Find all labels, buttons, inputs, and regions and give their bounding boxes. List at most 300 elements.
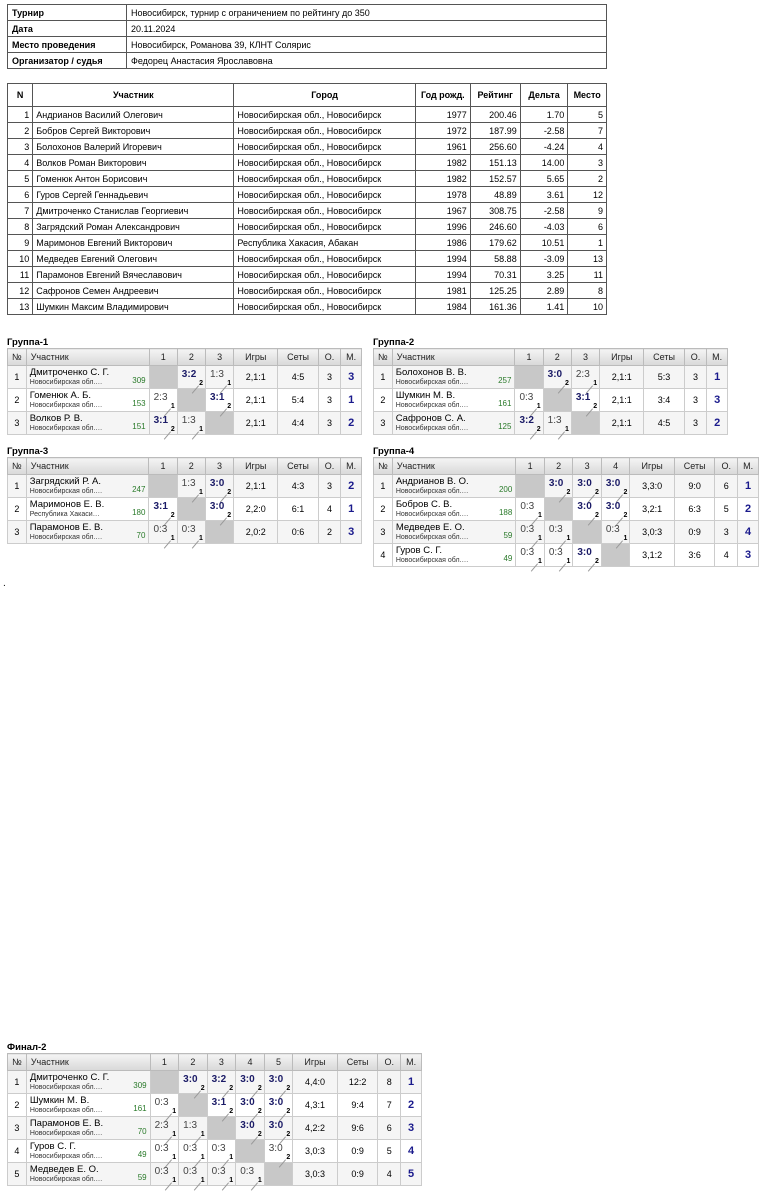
player-num: 2 bbox=[8, 1094, 27, 1117]
player-cell bbox=[392, 544, 516, 567]
score bbox=[545, 521, 573, 543]
participant-cell: 6 bbox=[568, 219, 607, 235]
participant-cell: 10.51 bbox=[520, 235, 568, 251]
score bbox=[151, 1094, 179, 1116]
score-round: 2 bbox=[594, 512, 599, 519]
group-table bbox=[7, 457, 362, 544]
score-cell bbox=[150, 1140, 179, 1163]
score-round: 2 bbox=[227, 489, 232, 496]
group-table bbox=[7, 348, 362, 435]
participant-cell: 187.99 bbox=[470, 123, 520, 139]
score-cell bbox=[264, 1071, 293, 1094]
group-title: Группа-2 bbox=[373, 337, 415, 348]
score-value: 3:0 bbox=[605, 478, 621, 489]
score-round: 2 bbox=[594, 558, 599, 565]
player-sets: 5:3 bbox=[644, 366, 684, 389]
participant-row bbox=[8, 155, 607, 171]
score bbox=[206, 475, 233, 497]
score bbox=[149, 498, 176, 520]
player-games: 2,1:1 bbox=[234, 412, 278, 435]
player-num: 1 bbox=[374, 475, 393, 498]
participant-cell: 6 bbox=[8, 187, 33, 203]
score-value: 0:3 bbox=[183, 1143, 198, 1154]
score-cell bbox=[149, 521, 177, 544]
score bbox=[544, 412, 571, 434]
col-points: О. bbox=[318, 349, 341, 366]
participants-header: Рейтинг bbox=[470, 84, 520, 107]
score-cell bbox=[236, 1163, 265, 1186]
group-row bbox=[374, 366, 728, 389]
group-row bbox=[8, 366, 362, 389]
participant-cell: 2 bbox=[568, 171, 607, 187]
player-rating: 247 bbox=[132, 485, 146, 494]
group-row bbox=[8, 389, 362, 412]
score-value: 3:0 bbox=[577, 478, 592, 489]
score-slash bbox=[192, 540, 199, 548]
group-table bbox=[373, 348, 728, 435]
participant-cell: 1981 bbox=[415, 283, 470, 299]
score-round: 2 bbox=[623, 512, 628, 519]
player-sets: 6:3 bbox=[674, 498, 715, 521]
player-name: Сафронов С. А. bbox=[395, 412, 466, 424]
info-row bbox=[8, 53, 607, 69]
score bbox=[545, 475, 573, 497]
player-sets: 9:0 bbox=[674, 475, 715, 498]
player-name: Медведев Е. О. bbox=[29, 1163, 99, 1175]
score-round: 2 bbox=[593, 403, 598, 410]
tournament-info-table bbox=[7, 4, 607, 69]
score-value: 3:1 bbox=[153, 415, 169, 426]
participant-cell: Болохонов Валерий Игоревич bbox=[33, 139, 234, 155]
score-round: 2 bbox=[566, 489, 571, 496]
participant-cell: 48.89 bbox=[470, 187, 520, 203]
participant-cell: Новосибирская обл., Новосибирск bbox=[234, 107, 416, 123]
col-name: Участник bbox=[392, 458, 516, 475]
player-sets: 4:4 bbox=[278, 412, 318, 435]
player-points: 4 bbox=[378, 1163, 401, 1186]
score-value: 3:0 bbox=[577, 547, 592, 558]
group-title: Финал-2 bbox=[7, 1042, 47, 1053]
group-row bbox=[8, 1117, 422, 1140]
score-value: 3:1 bbox=[209, 392, 225, 403]
player-place: 3 bbox=[707, 389, 728, 412]
participant-cell: 125.25 bbox=[470, 283, 520, 299]
participant-cell: 5 bbox=[8, 171, 33, 187]
player-cell bbox=[392, 389, 515, 412]
player-games: 3,0:3 bbox=[293, 1163, 338, 1186]
score-slash bbox=[165, 1182, 172, 1190]
participant-cell: Новосибирская обл., Новосибирск bbox=[234, 299, 416, 315]
player-rating: 161 bbox=[498, 399, 512, 408]
score-cell bbox=[149, 389, 177, 412]
player-rating: 200 bbox=[498, 485, 513, 494]
player-place: 3 bbox=[341, 521, 362, 544]
player-points: 3 bbox=[715, 521, 738, 544]
player-place: 1 bbox=[341, 389, 362, 412]
score-value: 0:3 bbox=[240, 1166, 255, 1177]
score-cell bbox=[601, 521, 630, 544]
col-opponent: 4 bbox=[601, 458, 630, 475]
participant-row bbox=[8, 139, 607, 155]
participant-cell: 1986 bbox=[415, 235, 470, 251]
score-round: 2 bbox=[286, 1108, 291, 1115]
player-points: 3 bbox=[684, 412, 707, 435]
player-points: 6 bbox=[715, 475, 738, 498]
player-sets: 5:4 bbox=[278, 389, 318, 412]
score-slash bbox=[529, 431, 536, 439]
player-rating: 180 bbox=[132, 508, 146, 517]
participant-cell: 70.31 bbox=[470, 267, 520, 283]
score-value: 0:3 bbox=[520, 547, 535, 558]
participant-cell: 8 bbox=[8, 219, 33, 235]
player-region: Новосибирская обл.… bbox=[395, 533, 469, 541]
score-slash bbox=[163, 540, 170, 548]
score-cell bbox=[177, 475, 205, 498]
player-rating: 188 bbox=[498, 508, 513, 517]
score-cell bbox=[150, 1117, 179, 1140]
score-round: 1 bbox=[229, 1177, 234, 1184]
participants-table bbox=[7, 83, 607, 315]
participant-cell: 1978 bbox=[415, 187, 470, 203]
group-header-row bbox=[374, 458, 759, 475]
score bbox=[602, 498, 630, 520]
info-value: Новосибирск, Романова 39, КЛНТ Солярис bbox=[127, 37, 607, 53]
player-cell bbox=[392, 412, 515, 435]
score-cell bbox=[150, 1163, 179, 1186]
self-cell bbox=[150, 1071, 179, 1094]
group-row bbox=[8, 521, 362, 544]
player-sets: 4:3 bbox=[278, 475, 318, 498]
player-num: 3 bbox=[374, 412, 393, 435]
score-round: 1 bbox=[198, 489, 203, 496]
participant-cell: 13 bbox=[8, 299, 33, 315]
col-sets: Сеты bbox=[337, 1054, 378, 1071]
player-rating: 49 bbox=[503, 554, 513, 563]
player-games: 3,1:2 bbox=[630, 544, 675, 567]
player-cell bbox=[26, 1094, 150, 1117]
score-round: 2 bbox=[229, 1085, 234, 1092]
score bbox=[572, 389, 599, 411]
group-2 bbox=[373, 337, 728, 435]
score-round: 2 bbox=[200, 1085, 205, 1092]
score-cell bbox=[573, 498, 602, 521]
col-place: М. bbox=[341, 349, 362, 366]
group-title: Группа-3 bbox=[7, 446, 49, 457]
player-place: 4 bbox=[738, 521, 759, 544]
participant-cell: Маримонов Евгений Викторович bbox=[33, 235, 234, 251]
participant-cell: Новосибирская обл., Новосибирск bbox=[234, 251, 416, 267]
group-row bbox=[8, 1094, 422, 1117]
participant-cell: -3.09 bbox=[520, 251, 568, 267]
participant-cell: Дмитроченко Станислав Георгиевич bbox=[33, 203, 234, 219]
participant-cell: 4 bbox=[8, 155, 33, 171]
score-value: 3:2 bbox=[519, 415, 534, 426]
group-row bbox=[8, 1071, 422, 1094]
player-region: Новосибирская обл.… bbox=[29, 378, 103, 386]
player-region: Новосибирская обл.… bbox=[29, 533, 103, 541]
score-cell bbox=[516, 544, 545, 567]
info-row bbox=[8, 21, 607, 37]
score-cell bbox=[207, 1140, 236, 1163]
info-value: Федорец Анастасия Ярославовна bbox=[127, 53, 607, 69]
score bbox=[515, 389, 542, 411]
player-sets: 6:1 bbox=[278, 498, 318, 521]
player-place: 2 bbox=[738, 498, 759, 521]
score bbox=[602, 475, 630, 497]
participant-cell: 151.13 bbox=[470, 155, 520, 171]
participant-cell: Волков Роман Викторович bbox=[33, 155, 234, 171]
score-round: 1 bbox=[257, 1177, 262, 1184]
col-opponent: 1 bbox=[516, 458, 545, 475]
score-round: 2 bbox=[286, 1131, 291, 1138]
player-sets: 0:9 bbox=[337, 1163, 378, 1186]
score-round: 2 bbox=[623, 489, 628, 496]
score-round: 2 bbox=[199, 380, 203, 387]
participant-cell: 7 bbox=[8, 203, 33, 219]
player-place: 3 bbox=[738, 544, 759, 567]
score-cell bbox=[544, 475, 573, 498]
player-sets: 0:9 bbox=[337, 1140, 378, 1163]
score-cell bbox=[207, 1094, 236, 1117]
score-value: 0:3 bbox=[211, 1166, 226, 1177]
group-row bbox=[8, 1140, 422, 1163]
participant-cell: Сафронов Семен Андреевич bbox=[33, 283, 234, 299]
participant-cell: 179.62 bbox=[470, 235, 520, 251]
player-name: Бобров С. В. bbox=[395, 498, 453, 510]
participant-cell: -2.58 bbox=[520, 123, 568, 139]
participant-cell: 11 bbox=[8, 267, 33, 283]
score-cell bbox=[236, 1094, 265, 1117]
group-title: Группа-1 bbox=[7, 337, 49, 348]
player-region: Новосибирская обл.… bbox=[29, 424, 103, 432]
player-place: 1 bbox=[341, 498, 362, 521]
player-name: Дмитроченко С. Г. bbox=[29, 1071, 110, 1083]
score-value: 1:3 bbox=[209, 369, 224, 380]
score-cell bbox=[264, 1094, 293, 1117]
participant-cell: 10 bbox=[8, 251, 33, 267]
player-cell bbox=[26, 1163, 150, 1186]
score-slash bbox=[192, 431, 199, 439]
score-round: 2 bbox=[227, 403, 232, 410]
score bbox=[572, 366, 599, 388]
player-name: Парамонов Е. В. bbox=[29, 1117, 104, 1129]
score-cell bbox=[207, 1071, 236, 1094]
player-rating: 309 bbox=[132, 376, 146, 385]
score-slash bbox=[559, 563, 566, 571]
col-points: О. bbox=[715, 458, 738, 475]
player-place: 3 bbox=[341, 366, 362, 389]
player-region: Новосибирская обл.… bbox=[395, 556, 469, 564]
participant-cell: 8 bbox=[568, 283, 607, 299]
score-value: 3:1 bbox=[575, 392, 591, 403]
score bbox=[545, 544, 573, 566]
player-rating: 309 bbox=[133, 1081, 147, 1090]
player-num: 2 bbox=[374, 389, 393, 412]
score-cell bbox=[177, 366, 205, 389]
player-games: 2,1:1 bbox=[234, 389, 278, 412]
group-row bbox=[374, 498, 759, 521]
participant-cell: Гуров Сергей Геннадьевич bbox=[33, 187, 234, 203]
col-points: О. bbox=[318, 458, 341, 475]
player-games: 4,2:2 bbox=[293, 1117, 338, 1140]
participant-cell: 2 bbox=[8, 123, 33, 139]
participant-row bbox=[8, 299, 607, 315]
group-3 bbox=[7, 446, 362, 544]
participant-cell: 1.41 bbox=[520, 299, 568, 315]
score bbox=[149, 521, 176, 543]
player-place: 5 bbox=[401, 1163, 422, 1186]
participant-cell: Новосибирская обл., Новосибирск bbox=[234, 267, 416, 283]
player-num: 2 bbox=[8, 389, 27, 412]
score bbox=[206, 366, 233, 388]
player-games: 2,2:0 bbox=[234, 498, 278, 521]
participant-cell: 256.60 bbox=[470, 139, 520, 155]
score bbox=[206, 498, 233, 520]
player-cell bbox=[392, 366, 515, 389]
participant-cell: 1984 bbox=[415, 299, 470, 315]
score-value: 3:0 bbox=[240, 1097, 255, 1108]
player-cell bbox=[26, 366, 149, 389]
player-games: 3,0:3 bbox=[630, 521, 675, 544]
score-value: 0:3 bbox=[183, 1166, 198, 1177]
player-points: 4 bbox=[318, 498, 341, 521]
player-games: 2,1:1 bbox=[600, 389, 644, 412]
score-cell bbox=[205, 498, 233, 521]
participant-cell: 3 bbox=[568, 155, 607, 171]
player-points: 3 bbox=[318, 475, 341, 498]
player-place: 3 bbox=[401, 1117, 422, 1140]
col-opponent: 2 bbox=[179, 1054, 208, 1071]
score-cell bbox=[571, 366, 599, 389]
group-title: Группа-4 bbox=[373, 446, 415, 457]
score bbox=[573, 544, 601, 566]
score-cell bbox=[601, 498, 630, 521]
participant-cell: 2.89 bbox=[520, 283, 568, 299]
participant-row bbox=[8, 251, 607, 267]
player-num: 5 bbox=[8, 1163, 27, 1186]
col-num: № bbox=[8, 1054, 27, 1071]
participant-cell: 1972 bbox=[415, 123, 470, 139]
group-row bbox=[374, 475, 759, 498]
player-sets: 3:6 bbox=[674, 544, 715, 567]
participant-row bbox=[8, 171, 607, 187]
player-games: 2,1:1 bbox=[234, 366, 278, 389]
player-name: Гуров С. Г. bbox=[29, 1140, 76, 1152]
player-place: 4 bbox=[401, 1140, 422, 1163]
score-value: 3:0 bbox=[547, 369, 563, 380]
score bbox=[179, 1140, 207, 1162]
participant-cell: Новосибирская обл., Новосибирск bbox=[234, 283, 416, 299]
score-round: 1 bbox=[172, 1108, 177, 1115]
col-opponent: 4 bbox=[236, 1054, 265, 1071]
player-games: 3,2:1 bbox=[630, 498, 675, 521]
player-place: 1 bbox=[738, 475, 759, 498]
player-name: Медведев Е. О. bbox=[395, 521, 465, 533]
col-name: Участник bbox=[392, 349, 515, 366]
player-rating: 161 bbox=[133, 1104, 147, 1113]
participant-row bbox=[8, 187, 607, 203]
group-table bbox=[7, 1053, 422, 1186]
participant-cell: 1982 bbox=[415, 171, 470, 187]
participant-cell: -2.58 bbox=[520, 203, 568, 219]
score-round: 1 bbox=[200, 1154, 205, 1161]
score-round: 2 bbox=[257, 1108, 262, 1115]
score bbox=[178, 521, 205, 543]
col-opponent: 2 bbox=[543, 349, 571, 366]
score-value: 3:0 bbox=[240, 1120, 255, 1131]
participant-row bbox=[8, 235, 607, 251]
score bbox=[151, 1140, 179, 1162]
col-num: № bbox=[8, 458, 27, 475]
player-points: 5 bbox=[715, 498, 738, 521]
score-value: 0:3 bbox=[211, 1143, 226, 1154]
player-cell bbox=[392, 498, 516, 521]
score-round: 2 bbox=[170, 512, 175, 519]
score-cell bbox=[205, 366, 233, 389]
player-rating: 59 bbox=[503, 531, 513, 540]
participant-cell: Загрядский Роман Александрович bbox=[33, 219, 234, 235]
player-cell bbox=[26, 1117, 150, 1140]
group-header-row bbox=[8, 349, 362, 366]
col-place: М. bbox=[401, 1054, 422, 1071]
score-cell bbox=[205, 475, 233, 498]
info-row bbox=[8, 37, 607, 53]
col-opponent: 2 bbox=[177, 458, 205, 475]
participant-cell: Новосибирская обл., Новосибирск bbox=[234, 219, 416, 235]
player-region: Новосибирская обл.… bbox=[29, 1175, 103, 1183]
player-name: Дмитроченко С. Г. bbox=[29, 366, 110, 378]
col-opponent: 1 bbox=[149, 349, 177, 366]
score bbox=[151, 1163, 179, 1185]
participant-cell: 200.46 bbox=[470, 107, 520, 123]
stray-dot: . bbox=[3, 578, 6, 589]
player-name: Загрядский Р. А. bbox=[29, 475, 102, 487]
score bbox=[208, 1140, 236, 1162]
player-points: 6 bbox=[378, 1117, 401, 1140]
participant-row bbox=[8, 267, 607, 283]
participant-cell: 12 bbox=[568, 187, 607, 203]
player-place: 1 bbox=[707, 366, 728, 389]
score bbox=[208, 1071, 236, 1093]
score-cell bbox=[516, 521, 545, 544]
score-value: 2:3 bbox=[575, 369, 590, 380]
score bbox=[208, 1163, 236, 1185]
participant-cell: 1967 bbox=[415, 203, 470, 219]
group-row bbox=[8, 1163, 422, 1186]
participant-cell: 7 bbox=[568, 123, 607, 139]
score-value: 3:1 bbox=[153, 501, 168, 512]
participant-cell: 1994 bbox=[415, 267, 470, 283]
player-points: 8 bbox=[378, 1071, 401, 1094]
score-cell bbox=[516, 498, 545, 521]
col-games: Игры bbox=[630, 458, 675, 475]
participant-cell: 9 bbox=[568, 203, 607, 219]
score-cell bbox=[179, 1117, 208, 1140]
player-name: Шумкин М. В. bbox=[29, 1094, 90, 1106]
self-cell bbox=[149, 475, 177, 498]
score-cell bbox=[264, 1117, 293, 1140]
col-opponent: 3 bbox=[207, 1054, 236, 1071]
score-value: 3:0 bbox=[183, 1074, 198, 1085]
player-num: 4 bbox=[8, 1140, 27, 1163]
score-slash bbox=[588, 563, 595, 571]
player-rating: 257 bbox=[498, 376, 512, 385]
col-opponent: 3 bbox=[571, 349, 599, 366]
score-cell bbox=[544, 521, 573, 544]
score-value: 0:3 bbox=[153, 524, 168, 535]
participant-cell: 12 bbox=[8, 283, 33, 299]
player-cell bbox=[26, 475, 149, 498]
